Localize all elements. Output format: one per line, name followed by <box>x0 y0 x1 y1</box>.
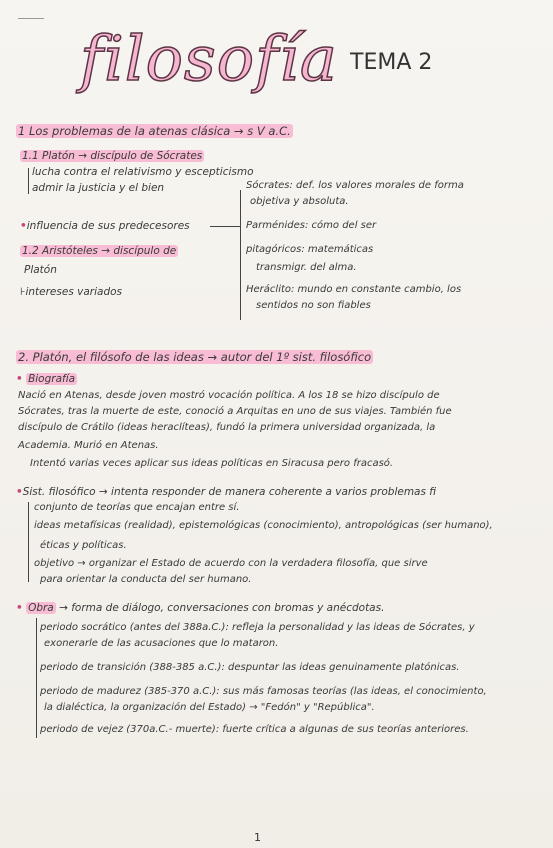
obra-heading: • Obra → forma de diálogo, conversaciones con bromas y anécdotas. <box>16 602 385 614</box>
predecessor-socrates: Sócrates: def. los valores morales de forma <box>246 180 464 191</box>
obra-point-1-cont: exonerarle de las acusaciones que lo mataron. <box>44 638 279 649</box>
platon-point-2: admir la justicia y el bien <box>32 182 165 194</box>
corner-mark <box>18 18 44 19</box>
bracket-line <box>28 168 29 194</box>
obra-point-3: periodo de madurez (385-370 a.C.): sus más famosas teorías (las ideas, el conocimiento, <box>40 686 487 697</box>
tema-label: TEMA 2 <box>350 50 433 75</box>
sistema-point-2: ideas metafísicas (realidad), epistemológicas (conocimiento), antropológicas (ser humano), <box>34 520 493 531</box>
platon-point-1: lucha contra el relativismo y escepticismo <box>32 166 254 178</box>
predecessor-parmenides: Parménides: cómo del ser <box>246 220 377 231</box>
predecessor-heraclito-cont: sentidos no son fiables <box>256 300 371 311</box>
connector-line <box>210 226 240 227</box>
sistema-point-4: objetivo → organizar el Estado de acuerdo con la verdadera filosofía, que sirve <box>34 558 428 569</box>
bio-line-1: Nació en Atenas, desde joven mostró vocación política. A los 18 se hizo discípulo de <box>18 390 440 401</box>
predecessor-pitagoricos-cont: transmigr. del alma. <box>256 262 357 273</box>
obra-point-2: periodo de transición (388-385 a.C.): despuntar las ideas genuinamente platónicas. <box>40 662 460 673</box>
biografia-heading: • Biografía <box>16 373 76 385</box>
section-1-title: 1 Los problemas de la atenas clásica → s V a.C. <box>18 124 291 138</box>
bio-line-5: Intentó varias veces aplicar sus ideas políticas en Siracusa pero fracasó. <box>30 458 394 469</box>
obra-point-1: periodo socrático (antes del 388a.C.): refleja la personalidad y las ideas de Sócrates, y <box>40 622 475 633</box>
sistema-heading: •Sist. filosófico → intenta responder de manera coherente a varios problemas fi <box>16 486 437 498</box>
page-number: 1 <box>254 831 261 844</box>
obra-point-4: periodo de vejez (370a.C.- muerte): fuerte crítica a algunas de sus teorías anteriores. <box>40 724 469 735</box>
section-1-2-title: 1.2 Aristóteles → discípulo de <box>22 245 177 257</box>
bio-line-3: discípulo de Crátilo (ideas heraclíteas), fundó la primera universidad organizada, la <box>18 422 436 433</box>
section-1-1-title: 1.1 Platón → discípulo de Sócrates <box>22 150 203 162</box>
sistema-point-5: para orientar la conducta del ser humano. <box>40 574 252 585</box>
section-2-title: 2. Platón, el filósofo de las ideas → autor del 1º sist. filosófico <box>18 350 372 364</box>
sistema-bracket <box>28 502 29 582</box>
predecessors-bracket <box>240 190 241 320</box>
predecessor-pitagoricos: pitagóricos: matemáticas <box>246 244 374 255</box>
obra-point-3-cont: la dialéctica, la organización del Estado) → "Fedón" y "República". <box>44 702 375 713</box>
sistema-point-1: conjunto de teorías que encajan entre sí. <box>34 502 240 513</box>
aristoteles-point: ⊦intereses variados <box>20 286 123 298</box>
predecessor-socrates-cont: objetiva y absoluta. <box>250 196 349 207</box>
bio-line-2: Sócrates, tras la muerte de este, conoció a Arquitas en uno de sus viajes. También fue <box>18 406 452 417</box>
predecessor-heraclito: Heráclito: mundo en constante cambio, los <box>246 284 462 295</box>
page-title: filosofía <box>80 22 338 95</box>
obra-bracket <box>36 618 37 738</box>
sistema-point-3: éticas y políticas. <box>40 540 127 551</box>
section-1-2-title-cont: Platón <box>24 264 57 276</box>
bio-line-4: Academia. Murió en Atenas. <box>18 440 159 451</box>
influencia-line: •influencia de sus predecesores <box>20 220 190 232</box>
